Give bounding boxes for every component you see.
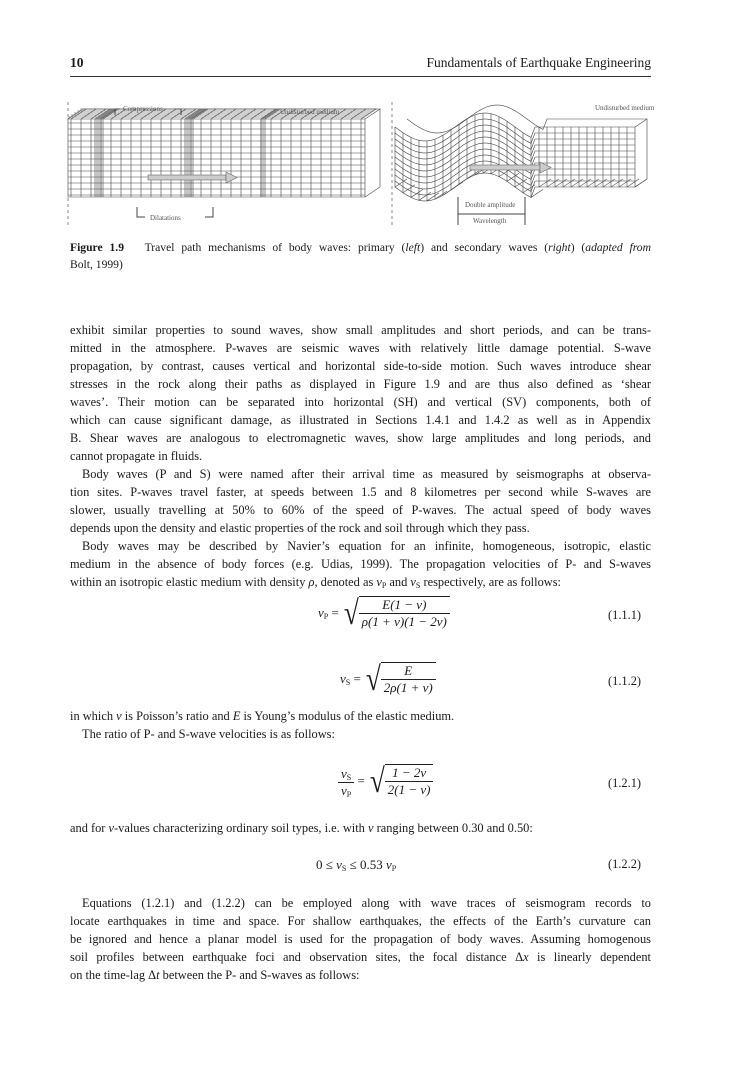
figure-caption-line-1: Figure 1.9 Travel path mechanisms of body waves: primary (left) and secondary waves (right) (adapted from — [70, 241, 651, 254]
equation-number: (1.1.2) — [608, 674, 642, 688]
text-line: propagation, by contrast, causes vertical and horizontal side-to-side motion. Such waves introduce shear — [70, 359, 651, 373]
text-line: stresses in the rock along their paths as displayed in Figure 1.9 and are thus also defined as ‘shear — [70, 377, 651, 391]
s-wave-block — [395, 105, 647, 201]
text-line: depends upon the density and elastic properties of the rock and soil through which they pass. — [70, 521, 530, 535]
text-line: medium in the absence of body forces (e.g. Udias, 1999). The propagation velocities of P- and S-waves — [70, 557, 651, 571]
text-line: cannot propagate in fluids. — [70, 449, 203, 463]
text-line: The ratio of P- and S-wave velocities is as follows: — [82, 727, 335, 741]
text-line: mitted in the atmosphere. P-waves are seismic waves with relatively little damage potential. S-wave — [70, 341, 651, 355]
p-wave-block — [68, 109, 380, 197]
header-rule — [70, 76, 651, 77]
text-line: exhibit similar properties to sound waves, show small amplitudes and short periods, and can be trans- — [70, 323, 651, 337]
text-line: tion sites. P-waves travel faster, at speeds between 1.5 and 8 kilometres per second while S-waves are — [70, 485, 651, 499]
figure-caption-line-2: Bolt, 1999) — [70, 258, 123, 271]
text-line: B. Shear waves are analogous to electromagnetic waves, show large amplitudes and long periods, and — [70, 431, 651, 445]
text-line: slower, usually travelling at 50% to 60% of the speed of P-waves. The actual speed of body waves — [70, 503, 651, 517]
text-line: within an isotropic elastic medium with density ρ, denoted as $v_P$ and $v_S$ respectively, are as follows: — [70, 575, 561, 590]
label-undisturbed-left: Undisturbed medium — [280, 108, 340, 116]
equation-1-1-1: $v_P$ = √ $\frac{E(1 - \nu)}{\rho(1 + \nu)(1 - 2\nu)}$ — [318, 596, 450, 632]
text-line: which can cause significant damage, as illustrated in Sections 1.4.1 and 1.4.2 as well as in Appendix — [70, 413, 651, 427]
label-compressions: Compressions — [123, 105, 163, 113]
text-line: Equations (1.2.1) and (1.2.2) can be employed along with wave traces of seismogram records to — [82, 896, 651, 910]
text-line: Body waves may be described by Navier’s equation for an infinite, homogeneous, isotropic, elastic — [82, 539, 651, 553]
text-line: waves’. Their motion can be separated into horizontal (SH) and vertical (SV) components, both of — [70, 395, 651, 409]
figure-body-waves — [65, 97, 655, 229]
text-line: on the time-lag Δt between the P- and S-waves as follows: — [70, 968, 360, 982]
equation-1-1-2: $v_S$ = √ $\frac{E}{2\rho(1 + \nu)}$ — [340, 662, 436, 698]
label-undisturbed-right: Undisturbed medium — [595, 104, 655, 112]
label-dilatations: Dilatations — [150, 214, 181, 222]
equation-1-2-2: $0 \le v_S \le 0.53$ $v_P$ — [316, 857, 397, 873]
equation-number: (1.2.2) — [608, 857, 642, 871]
page-number: 10 — [70, 55, 84, 70]
equation-number: (1.2.1) — [608, 776, 642, 790]
text-line: and for ν-values characterizing ordinary soil types, i.e. with ν ranging between 0.30 and 0.50: — [70, 821, 533, 835]
text-line: locate earthquakes in time and space. For shallow earthquakes, the effects of the Earth’s curvature can — [70, 914, 651, 928]
text-line: in which ν is Poisson’s ratio and E is Young’s modulus of the elastic medium. — [70, 709, 455, 723]
equation-number: (1.1.1) — [608, 608, 642, 622]
text-line: Body waves (P and S) were named after their arrival time as measured by seismographs at observa- — [82, 467, 651, 481]
s-direction-arrow — [470, 165, 540, 170]
p-direction-arrow — [148, 175, 226, 180]
equation-1-2-1: $\frac{v_S}{v_P}$ = √ $\frac{1 - 2\nu}{2(1 - \nu)}$ — [338, 764, 433, 800]
text-line: soil profiles between earthquake foci and observation sites, the focal distance Δx is linearly dependent — [70, 950, 651, 964]
text-line: be ignored and hence a planar model is used for the propagation of body waves. Assuming homogenous — [70, 932, 651, 946]
running-title: Fundamentals of Earthquake Engineering — [426, 55, 651, 70]
label-double-amplitude: Double amplitude — [465, 201, 516, 209]
label-wavelength: Wavelength — [473, 217, 507, 225]
